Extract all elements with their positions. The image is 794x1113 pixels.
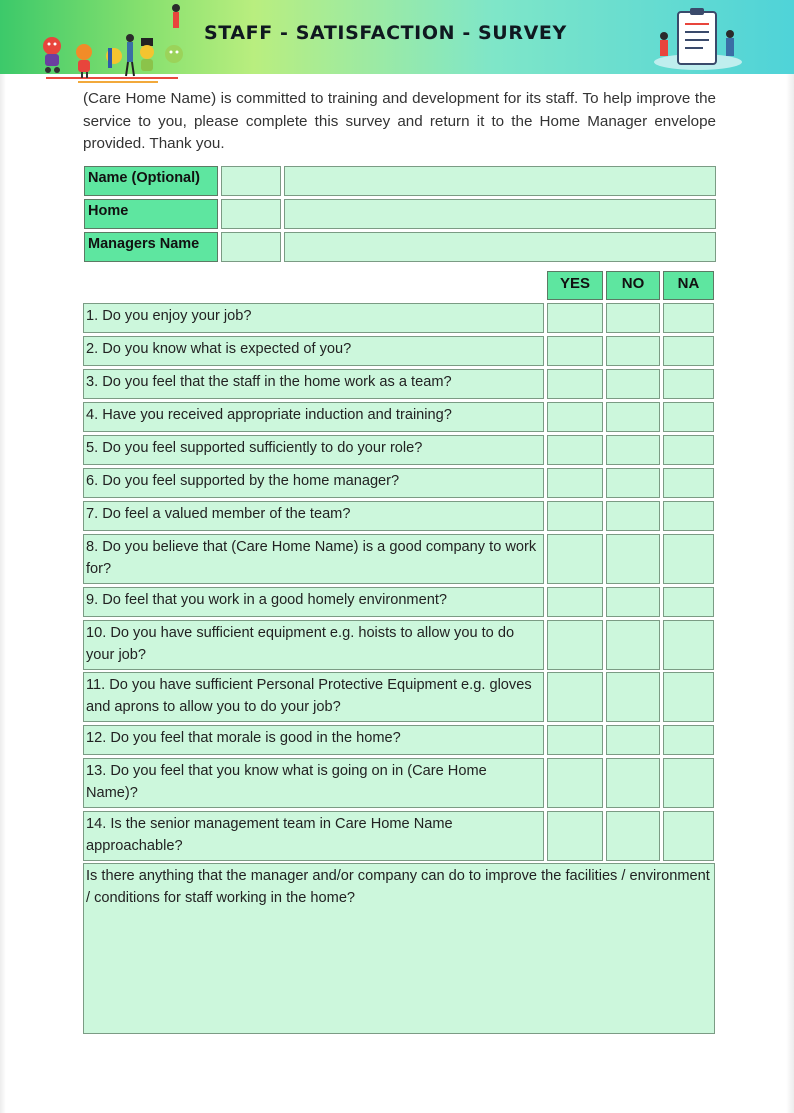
column-header-yes: YES bbox=[547, 271, 603, 300]
question-row: 11. Do you have sufficient Personal Protective Equipment e.g. gloves and aprons to allow you to do your job? bbox=[83, 672, 544, 722]
answer-no-checkbox[interactable] bbox=[606, 402, 660, 432]
answer-na-checkbox[interactable] bbox=[663, 303, 714, 333]
answer-na-checkbox[interactable] bbox=[663, 369, 714, 399]
answer-no-checkbox[interactable] bbox=[606, 587, 660, 617]
answer-na-checkbox[interactable] bbox=[663, 672, 714, 722]
comments-prompt: Is there anything that the manager and/or company can do to improve the facilities / environment / conditions for staff working in the home? bbox=[86, 868, 710, 906]
answer-yes-checkbox[interactable] bbox=[547, 336, 603, 366]
answer-yes-checkbox[interactable] bbox=[547, 501, 603, 531]
home-input[interactable] bbox=[284, 199, 716, 229]
question-row: 2. Do you know what is expected of you? bbox=[83, 336, 544, 366]
answer-yes-checkbox[interactable] bbox=[547, 468, 603, 498]
answer-yes-checkbox[interactable] bbox=[547, 587, 603, 617]
question-row: 14. Is the senior management team in Care Home Name approachable? bbox=[83, 811, 544, 861]
name-input[interactable] bbox=[284, 166, 716, 196]
answer-yes-checkbox[interactable] bbox=[547, 758, 603, 808]
answer-na-checkbox[interactable] bbox=[663, 534, 714, 584]
answer-no-checkbox[interactable] bbox=[606, 620, 660, 670]
answer-na-checkbox[interactable] bbox=[663, 435, 714, 465]
answer-yes-checkbox[interactable] bbox=[547, 534, 603, 584]
answer-na-checkbox[interactable] bbox=[663, 758, 714, 808]
answer-no-checkbox[interactable] bbox=[606, 336, 660, 366]
question-row: 8. Do you believe that (Care Home Name) is a good company to work for? bbox=[83, 534, 544, 584]
question-row: 5. Do you feel supported sufficiently to do your role? bbox=[83, 435, 544, 465]
answer-yes-checkbox[interactable] bbox=[547, 303, 603, 333]
answer-yes-checkbox[interactable] bbox=[547, 435, 603, 465]
answer-no-checkbox[interactable] bbox=[606, 435, 660, 465]
answer-yes-checkbox[interactable] bbox=[547, 672, 603, 722]
answer-na-checkbox[interactable] bbox=[663, 402, 714, 432]
answer-na-checkbox[interactable] bbox=[663, 501, 714, 531]
answer-yes-checkbox[interactable] bbox=[547, 620, 603, 670]
answer-no-checkbox[interactable] bbox=[606, 672, 660, 722]
answer-yes-checkbox[interactable] bbox=[547, 725, 603, 755]
survey-clipboard-icon bbox=[648, 6, 748, 72]
answer-no-checkbox[interactable] bbox=[606, 725, 660, 755]
question-row: 10. Do you have sufficient equipment e.g. hoists to allow you to do your job? bbox=[83, 620, 544, 670]
answer-no-checkbox[interactable] bbox=[606, 534, 660, 584]
home-input-short[interactable] bbox=[221, 199, 281, 229]
answer-na-checkbox[interactable] bbox=[663, 336, 714, 366]
answer-no-checkbox[interactable] bbox=[606, 501, 660, 531]
intro-paragraph: (Care Home Name) is committed to training and development for its staff. To help improve the service to you, please complete this survey and return it to the Home Manager envelope provided. Thank you. bbox=[83, 90, 716, 152]
question-row: 4. Have you received appropriate induction and training? bbox=[83, 402, 544, 432]
answer-na-checkbox[interactable] bbox=[663, 620, 714, 670]
page-title: STAFF - SATISFACTION - SURVEY bbox=[204, 22, 567, 44]
answer-na-checkbox[interactable] bbox=[663, 587, 714, 617]
question-row: 1. Do you enjoy your job? bbox=[83, 303, 544, 333]
answer-na-checkbox[interactable] bbox=[663, 811, 714, 861]
name-label: Name (Optional) bbox=[84, 166, 218, 196]
answer-no-checkbox[interactable] bbox=[606, 303, 660, 333]
question-row: 12. Do you feel that morale is good in the home? bbox=[83, 725, 544, 755]
answer-yes-checkbox[interactable] bbox=[547, 811, 603, 861]
answer-no-checkbox[interactable] bbox=[606, 468, 660, 498]
comments-box[interactable] bbox=[83, 863, 715, 1034]
managers-name-label: Managers Name bbox=[84, 232, 218, 262]
question-row: 7. Do feel a valued member of the team? bbox=[83, 501, 544, 531]
name-input-short[interactable] bbox=[221, 166, 281, 196]
question-row: 9. Do feel that you work in a good homely environment? bbox=[83, 587, 544, 617]
managers-name-input[interactable] bbox=[284, 232, 716, 262]
column-header-na: NA bbox=[663, 271, 714, 300]
answer-yes-checkbox[interactable] bbox=[547, 402, 603, 432]
answer-na-checkbox[interactable] bbox=[663, 725, 714, 755]
answer-no-checkbox[interactable] bbox=[606, 369, 660, 399]
managers-name-input-short[interactable] bbox=[221, 232, 281, 262]
answer-no-checkbox[interactable] bbox=[606, 811, 660, 861]
column-header-no: NO bbox=[606, 271, 660, 300]
question-row: 13. Do you feel that you know what is going on in (Care Home Name)? bbox=[83, 758, 544, 808]
home-label: Home bbox=[84, 199, 218, 229]
answer-yes-checkbox[interactable] bbox=[547, 369, 603, 399]
staff-illustration-icon bbox=[38, 2, 188, 88]
answer-no-checkbox[interactable] bbox=[606, 758, 660, 808]
answer-na-checkbox[interactable] bbox=[663, 468, 714, 498]
question-row: 3. Do you feel that the staff in the home work as a team? bbox=[83, 369, 544, 399]
question-row: 6. Do you feel supported by the home manager? bbox=[83, 468, 544, 498]
